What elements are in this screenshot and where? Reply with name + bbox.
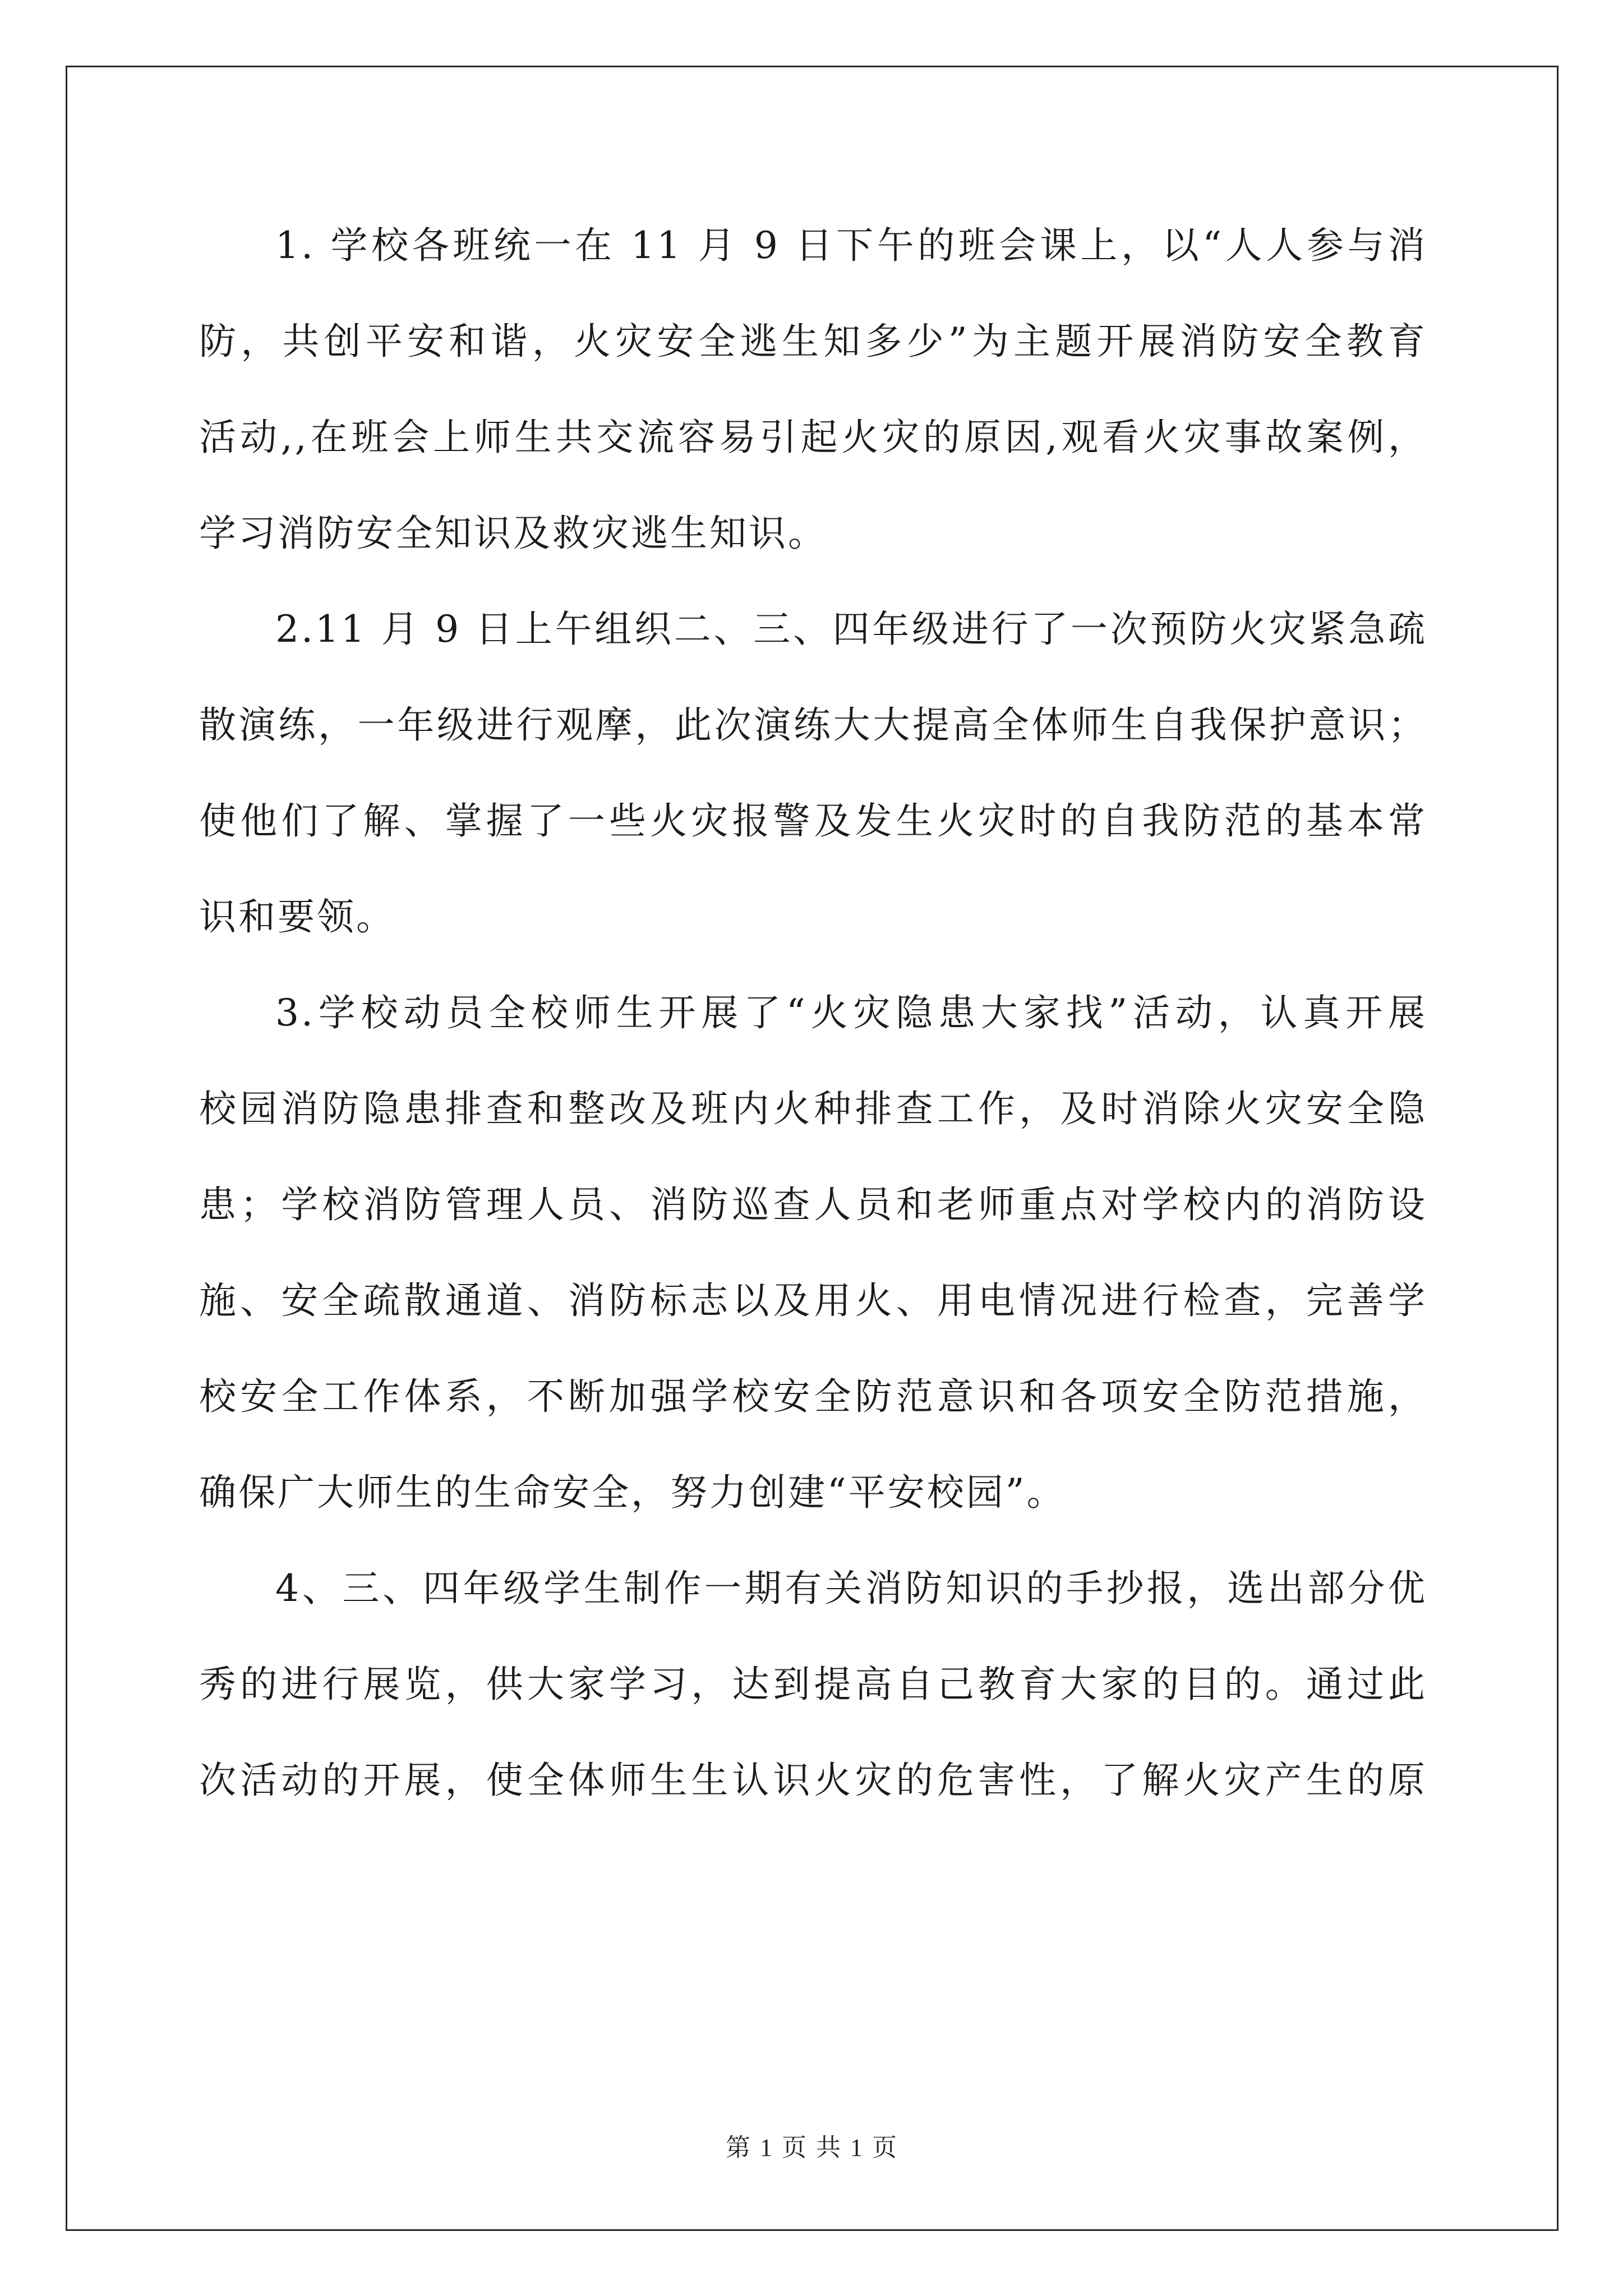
paragraph-2-line-3: 使他们了解、掌握了一些火灾报警及发生火灾时的自我防范的基本常 bbox=[199, 799, 1427, 843]
paragraph-2-line-1: 2.11 月 9 日上午组织二、三、四年级进行了一次预防火灾紧急疏 bbox=[275, 608, 1427, 651]
page-footer bbox=[0, 2127, 1623, 2163]
paragraph-2-line-4: 识和要领。 bbox=[199, 895, 395, 938]
paragraph-4-line-2: 秀的进行展览，供大家学习，达到提高自己教育大家的目的。通过此 bbox=[199, 1663, 1427, 1706]
paragraph-3-line-6: 确保广大师生的生命安全，努力创建“平安校园”。 bbox=[199, 1471, 1066, 1514]
paragraph-4-line-1: 4、三、四年级学生制作一期有关消防知识的手抄报，选出部分优 bbox=[275, 1567, 1427, 1610]
paragraph-3-line-3: 患；学校消防管理人员、消防巡查人员和老师重点对学校内的消防设 bbox=[199, 1183, 1427, 1226]
page-number-label: 第 1 页 共 1 页 bbox=[726, 2134, 897, 2161]
paragraph-3-line-5: 校安全工作体系，不断加强学校安全防范意识和各项安全防范措施， bbox=[199, 1375, 1427, 1418]
paragraph-2-line-2: 散演练，一年级进行观摩，此次演练大大提高全体师生自我保护意识； bbox=[199, 703, 1427, 747]
paragraph-1-line-1: 1. 学校各班统一在 11 月 9 日下午的班会课上，以“人人参与消 bbox=[275, 224, 1427, 267]
paragraph-4-line-3: 次活动的开展，使全体师生生认识火灾的危害性，了解火灾产生的原 bbox=[199, 1759, 1427, 1802]
paragraph-1-line-3: 活动,,在班会上师生共交流容易引起火灾的原因,观看火灾事故案例， bbox=[199, 416, 1427, 459]
paragraph-3-line-4: 施、安全疏散通道、消防标志以及用火、用电情况进行检查，完善学 bbox=[199, 1279, 1427, 1322]
paragraph-3-line-1: 3.学校动员全校师生开展了“火灾隐患大家找”活动，认真开展 bbox=[275, 991, 1427, 1034]
document-body bbox=[199, 213, 1427, 1844]
paragraph-3-line-2: 校园消防隐患排查和整改及班内火种排查工作，及时消除火灾安全隐 bbox=[199, 1087, 1427, 1130]
paragraph-1-line-4: 学习消防安全知识及救灾逃生知识。 bbox=[199, 512, 827, 555]
paragraph-1-line-2: 防，共创平安和谐，火灾安全逃生知多少”为主题开展消防安全教育 bbox=[199, 320, 1427, 363]
